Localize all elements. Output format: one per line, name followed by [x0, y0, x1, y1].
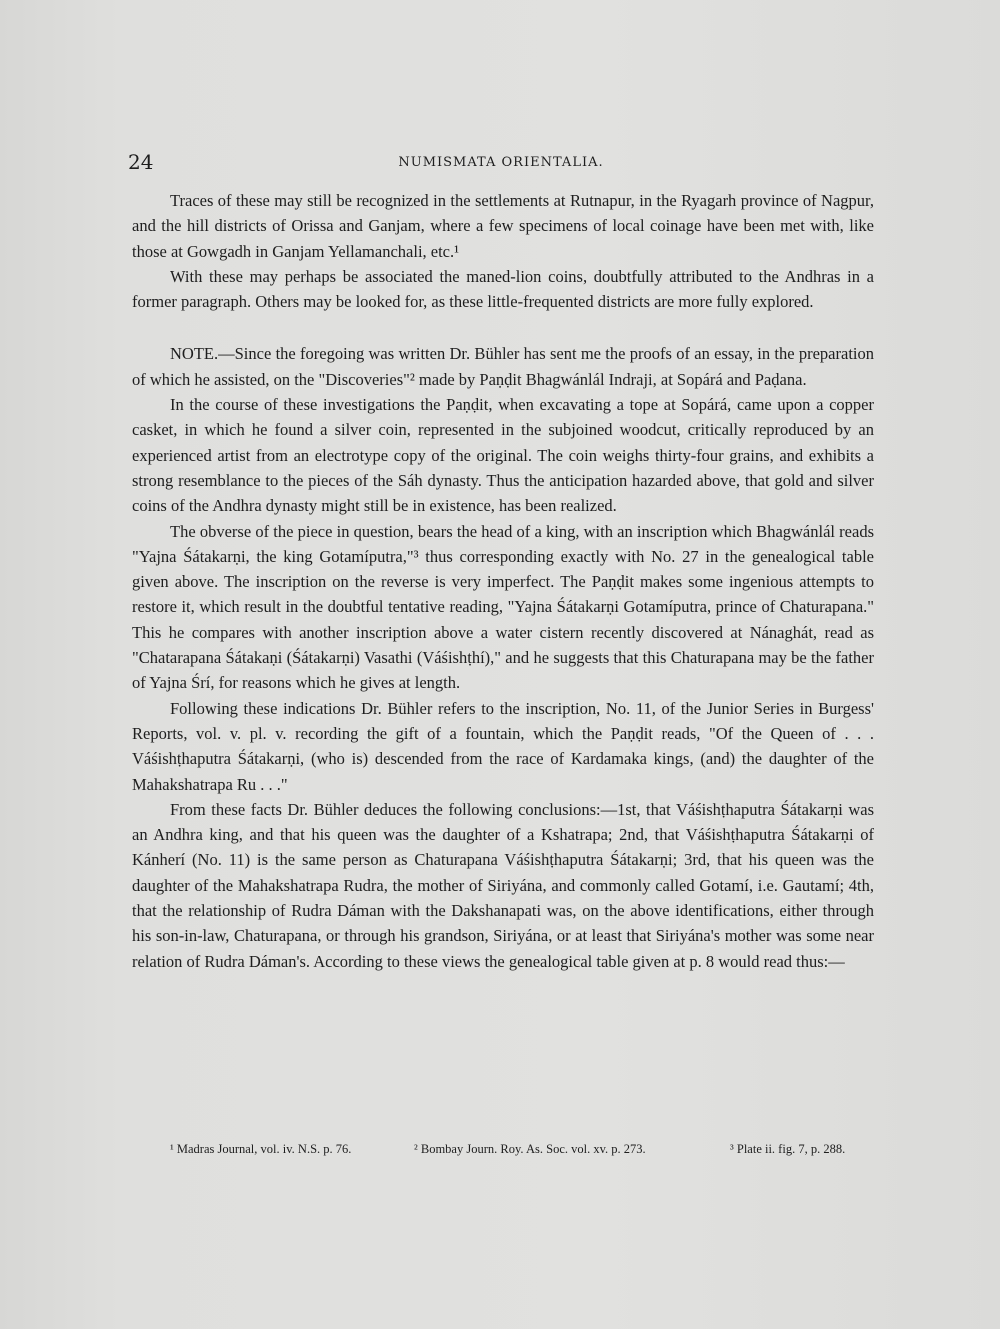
paragraph-note: NOTE.—Since the foregoing was written Dr. Bühler has sent me the proofs of an essay, in the preparation of which he assisted, on the "Discoveries"² made by Paṇḍit Bhagwánlál Indraji, at Sopárá and Paḍana.	[132, 344, 874, 389]
body-text	[132, 188, 874, 974]
page-number: 24	[128, 150, 154, 174]
running-head: NUMISMATA ORIENTALIA.	[398, 155, 604, 170]
paragraph-maned-lion: With these may perhaps be associated the maned-lion coins, doubtfully attributed to the Andhras in a former paragraph. Others may be looked for, as these little-frequented districts are more fully explored.	[132, 266, 874, 312]
footnote-3: ³ Plate ii. fig. 7, p. 288.	[730, 1142, 846, 1156]
page-header	[128, 150, 874, 176]
footnote-1: ¹ Madras Journal, vol. iv. N.S. p. 76.	[170, 1142, 352, 1156]
footnotes	[170, 1140, 880, 1160]
footnote-2: ² Bombay Journ. Roy. As. Soc. vol. xv. p. 273.	[414, 1142, 646, 1156]
paragraph-obverse: The obverse of the piece in question, bears the head of a king, with an inscription which Bhagwánlál reads "Yajna Śátakarṇi, the king Gotamíputra,"³ thus corresponding exactly with No. 27 in the genealogical table given above. The inscription on the reverse is very imperfect. The Paṇḍit makes some ingenious attempts to restore it, which result in the doubtful tentative reading, "Yajna Śátakarṇi Gotamíputra, prince of Chaturapana." This he compares with another inscription above a water cistern recently discovered at Nánaghát, read as "Chatarapana Śátakaṇi (Śátakarṇi) Vasathi (Váśishṭhí)," and he suggests that this Chaturapana may be the father of Yajna Śrí, for reasons which he gives at length.	[132, 521, 874, 693]
paragraph-traces: Traces of these may still be recognized in the settlements at Rutnapur, in the Ryagarh province of Nagpur, and the hill districts of Orissa and Ganjam, where a few specimens of local coinage have been met with, like those at Gowgadh in Ganjam Yellamanchali, etc.¹	[132, 191, 874, 261]
paragraph-following: Following these indications Dr. Bühler refers to the inscription, No. 11, of the Junior Series in Burgess' Reports, vol. v. pl. v. recording the gift of a fountain, which the Paṇḍit reads, "Of the Queen of . . . Váśishṭhaputra Śátakarṇi, (who is) descended from the race of Kardamaka kings, (and) the daughter of the Mahakshatrapa Ru . . ."	[132, 698, 874, 794]
paragraph-conclusions: From these facts Dr. Bühler deduces the following conclusions:—1st, that Váśishṭhaputra Śátakarṇi was an Andhra king, and that his queen was the daughter of a Kshatrapa; 2nd, that Váśishṭhaputra Śátakarṇi of Kánherí (No. 11) is the same person as Chaturapana Váśishṭhaputra Śátakarṇi; 3rd, that his queen was the daughter of the Mahakshatrapa Rudra, the mother of Siriyána, and commonly called Gotamí, i.e. Gautamí; 4th, that the relationship of Rudra Dáman with the Dakshanapati was, on the above identifications, either through his son-in-law, Chaturapana, or through his grandson, Siriyána, or at least that Siriyána's mother was some near relation of Rudra Dáman's. According to these views the genealogical table given at p. 8 would read thus:—	[132, 799, 874, 971]
paragraph-excavation: In the course of these investigations the Paṇḍit, when excavating a tope at Sopárá, came upon a copper casket, in which he found a silver coin, represented in the subjoined woodcut, critically reproduced by an experienced artist from an electrotype copy of the original. The coin weighs thirty-four grains, and exhibits a strong resemblance to the pieces of the Sáh dynasty. Thus the anticipation hazarded above, that gold and silver coins of the Andhra dynasty might still be in existence, has been realized.	[132, 395, 874, 516]
